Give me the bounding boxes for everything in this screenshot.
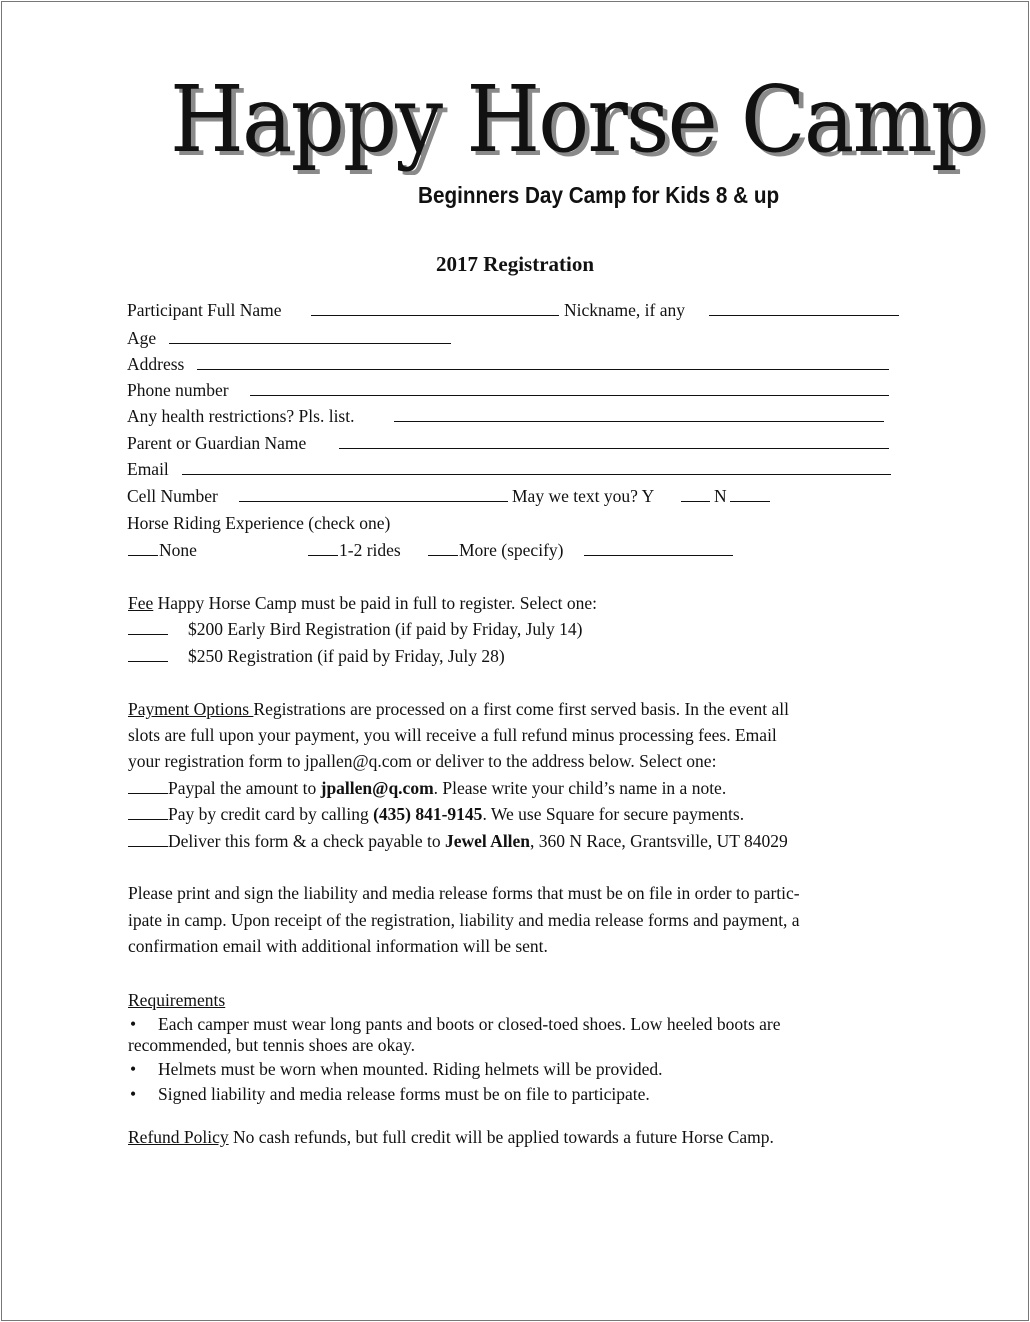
email-field[interactable] <box>182 458 891 475</box>
payment-option-paypal <box>2 777 1028 799</box>
text-yes-field[interactable] <box>681 485 710 502</box>
bullet-icon: • <box>130 1059 137 1079</box>
exp-rides-field[interactable] <box>308 539 338 556</box>
fee-line <box>128 592 597 614</box>
form-row-address <box>2 353 1028 375</box>
text-question-label: May we text you? Y <box>512 486 655 506</box>
release-line-3: confirmation email with additional information will be sent. <box>128 936 548 956</box>
fee-option-early <box>2 618 1028 640</box>
form-row-phone <box>2 379 1028 401</box>
phone-label: Phone number <box>127 380 229 400</box>
check-address: , 360 N Race, Grantsville, UT 84029 <box>530 831 788 851</box>
fee-heading: Fee <box>128 593 154 613</box>
payment-option-check <box>2 830 1028 852</box>
exp-more-specify-field[interactable] <box>584 539 733 556</box>
card-phone: (435) 841-9145 <box>373 804 483 824</box>
payment-line-2: slots are full upon your payment, you will receive a full refund minus processing fees. Email <box>128 725 777 745</box>
logo-title: Happy Horse Camp <box>170 66 984 173</box>
refund-heading: Refund Policy <box>128 1127 229 1147</box>
exp-more-field[interactable] <box>428 539 458 556</box>
nickname-label: Nickname, if any <box>564 300 685 320</box>
requirement-text: Helmets must be worn when mounted. Riding helmets will be provided. <box>158 1059 663 1079</box>
participant-name-field[interactable] <box>311 299 559 316</box>
address-label: Address <box>127 354 185 374</box>
check-payee: Jewel Allen <box>444 831 531 851</box>
bullet-icon: • <box>130 1014 137 1034</box>
requirement-item-1-cont: recommended, but tennis shoes are okay. <box>128 1035 416 1055</box>
card-field[interactable] <box>128 803 168 820</box>
requirement-text: Each camper must wear long pants and boots or closed-toed shoes. Low heeled boots are <box>158 1014 781 1034</box>
paypal-text: Paypal the amount to <box>168 778 321 798</box>
card-note: . We use Square for secure payments. <box>482 804 745 824</box>
form-row-experience <box>2 512 1028 534</box>
cell-label: Cell Number <box>127 486 218 506</box>
release-line-1: Please print and sign the liability and media release forms that must be on file in order to partic- <box>128 883 800 903</box>
logo-tagline: Beginners Day Camp for Kids 8 & up <box>418 182 780 208</box>
page-title: 2017 Registration <box>435 252 595 276</box>
paypal-email: jpallen@q.com <box>320 778 434 798</box>
paypal-field[interactable] <box>128 777 168 794</box>
text-no-field[interactable] <box>730 485 770 502</box>
exp-none-field[interactable] <box>128 539 158 556</box>
requirement-text: Signed liability and media release forms must be on file to participate. <box>158 1084 650 1104</box>
parent-field[interactable] <box>339 432 889 449</box>
bullet-icon: • <box>130 1084 137 1104</box>
exp-none-label: None <box>159 540 197 560</box>
requirement-item-1 <box>2 1013 1028 1035</box>
form-row-email <box>2 458 1028 480</box>
fee-text: Happy Horse Camp must be paid in full to register. Select one: <box>153 593 598 613</box>
health-field[interactable] <box>394 405 884 422</box>
fee-regular-field[interactable] <box>128 645 168 662</box>
document-page <box>1 1 1029 1321</box>
fee-early-label: $200 Early Bird Registration (if paid by Friday, July 14) <box>188 619 583 639</box>
release-line-2: ipate in camp. Upon receipt of the registration, liability and media release forms and payment, a <box>128 910 800 930</box>
form-row-parent <box>2 432 1028 454</box>
fee-early-field[interactable] <box>128 618 168 635</box>
form-row-name <box>2 299 1028 321</box>
text-no-label: N <box>714 486 727 506</box>
card-text: Pay by credit card by calling <box>168 804 374 824</box>
payment-line-1 <box>128 698 789 720</box>
form-row-age <box>2 327 1028 349</box>
check-field[interactable] <box>128 830 168 847</box>
form-row-experience-options <box>2 539 1028 561</box>
requirement-item-2 <box>2 1058 1028 1080</box>
fee-option-regular <box>2 645 1028 667</box>
check-text: Deliver this form & a check payable to <box>168 831 445 851</box>
payment-option-card <box>2 803 1028 825</box>
experience-label: Horse Riding Experience (check one) <box>127 513 391 533</box>
form-row-cell <box>2 485 1028 507</box>
form-row-health <box>2 405 1028 427</box>
payment-line-3: your registration form to jpallen@q.com or deliver to the address below. Select one: <box>128 751 717 771</box>
payment-text: Registrations are processed on a first come first served basis. In the event all <box>253 699 789 719</box>
nickname-field[interactable] <box>709 299 899 316</box>
requirements-heading: Requirements <box>128 990 226 1010</box>
exp-rides-label: 1-2 rides <box>339 540 401 560</box>
health-label: Any health restrictions? Pls. list. <box>127 406 355 426</box>
requirement-item-3 <box>2 1083 1028 1105</box>
age-label: Age <box>127 328 157 348</box>
fee-regular-label: $250 Registration (if paid by Friday, July 28) <box>188 646 505 666</box>
email-label: Email <box>127 459 169 479</box>
refund-line <box>128 1126 774 1148</box>
exp-more-label: More (specify) <box>459 540 564 560</box>
phone-field[interactable] <box>250 379 889 396</box>
address-field[interactable] <box>197 353 889 370</box>
payment-heading: Payment Options <box>128 699 254 719</box>
refund-text: No cash refunds, but full credit will be applied towards a future Horse Camp. <box>228 1127 774 1147</box>
age-field[interactable] <box>169 327 451 344</box>
paypal-note: . Please write your child’s name in a note. <box>433 778 727 798</box>
parent-label: Parent or Guardian Name <box>127 433 307 453</box>
cell-field[interactable] <box>239 485 508 502</box>
participant-name-label: Participant Full Name <box>127 300 282 320</box>
